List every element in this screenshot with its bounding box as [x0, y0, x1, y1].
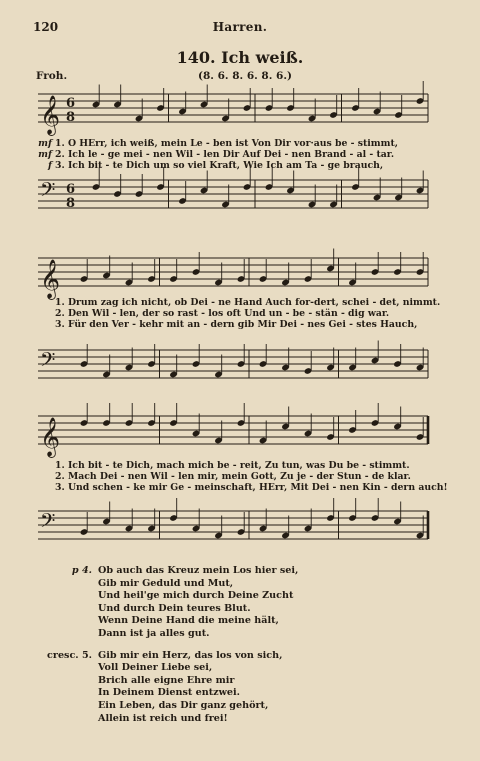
lyric-line: mf 2. Ich le - ge mei - nen Wil - len Dir Auf Dei - nen Brand - al - tar.	[38, 149, 395, 160]
lyric-line: mf 1. O HErr, ich weiß, mein Le - ben ist Von Dir vor·aus be - stimmt,	[38, 138, 398, 149]
verse-5	[47, 649, 298, 726]
verse-4	[71, 565, 299, 641]
additional-verses	[47, 565, 299, 734]
verse-line: Allein ist reich und frei!	[98, 712, 228, 724]
treble-staff	[30, 408, 430, 457]
verse-number: cresc. 5.	[47, 649, 92, 661]
section-heading: Harren.	[212, 20, 268, 34]
verse-line: Brich alle eigne Ehre mir	[98, 674, 235, 686]
hymn-title: 140. Ich weiß.	[176, 48, 304, 67]
verse-line: Ob auch das Kreuz mein Los hier sei,	[98, 565, 299, 576]
treble-clef-icon: 𝄞	[40, 259, 61, 299]
time-signature-denominator: 8	[66, 196, 76, 211]
time-signature-numerator: 6	[66, 96, 76, 111]
lyrics-block	[30, 297, 450, 330]
lyric-line: 3. Für den Ver - kehr mit an - dern gib Mir Dei - nes Gei - stes Hauch,	[55, 319, 418, 330]
lyrics-block	[30, 460, 450, 493]
verse-line: Gib mir Geduld und Mut,	[98, 577, 234, 589]
lyric-line: 2. Den Wil - len, der so rast - los oft Und un - be - stän - dig war.	[55, 308, 390, 319]
verse-line: Und heil'ge mich durch Deine Zucht	[98, 590, 294, 602]
treble-clef-icon: 𝄞	[40, 417, 61, 457]
verse-number: p 4.	[71, 565, 92, 576]
lyric-line: 2. Mach Dei - nen Wil - len mir, mein Gott, Zu je - der Stun - de klar.	[55, 471, 411, 482]
page-number: 120	[33, 20, 59, 34]
time-signature-denominator: 8	[66, 110, 76, 125]
lyric-line: 3. Und schen - ke mir Ge - meinschaft, HErr, Mit Dei - nen Kin - dern auch!	[55, 482, 448, 493]
tempo-marking: Froh.	[36, 70, 68, 82]
verse-line: In Deinem Dienst entzwei.	[98, 687, 240, 699]
meter-marking: (8. 6. 8. 6. 8. 6.)	[198, 70, 292, 82]
bass-clef-icon: 𝄢	[40, 348, 56, 376]
treble-staff	[30, 250, 430, 299]
treble-clef-icon: 𝄞	[40, 95, 61, 135]
verse-line: Und durch Dein teures Blut.	[98, 602, 251, 614]
bass-staff	[30, 342, 430, 386]
lyrics-block	[30, 138, 450, 171]
verse-line: Voll Deiner Liebe sei,	[98, 662, 213, 674]
lyric-line: f 3. Ich bit - te Dich um so viel Kraft, Wie Ich am Ta - ge brauch,	[48, 160, 384, 171]
lyric-line: 1. Drum zag ich nicht, ob Dei - ne Hand Auch for-dert, schei - det, nimmt.	[55, 297, 441, 308]
time-signature-numerator: 6	[66, 182, 76, 197]
verse-line: Dann ist ja alles gut.	[98, 627, 210, 639]
bass-staff	[30, 172, 430, 216]
treble-staff	[30, 86, 430, 135]
verse-line: Gib mir ein Herz, das los von sich,	[98, 649, 283, 661]
bass-staff	[30, 503, 430, 547]
verse-line: Wenn Deine Hand die meine hält,	[98, 615, 279, 627]
bass-clef-icon: 𝄢	[40, 178, 56, 206]
lyric-line: 1. Ich bit - te Dich, mach mich be - reit, Zu tun, was Du be - stimmt.	[55, 460, 410, 471]
verse-line: Ein Leben, das Dir ganz gehört,	[98, 699, 269, 711]
bass-clef-icon: 𝄢	[40, 509, 56, 537]
